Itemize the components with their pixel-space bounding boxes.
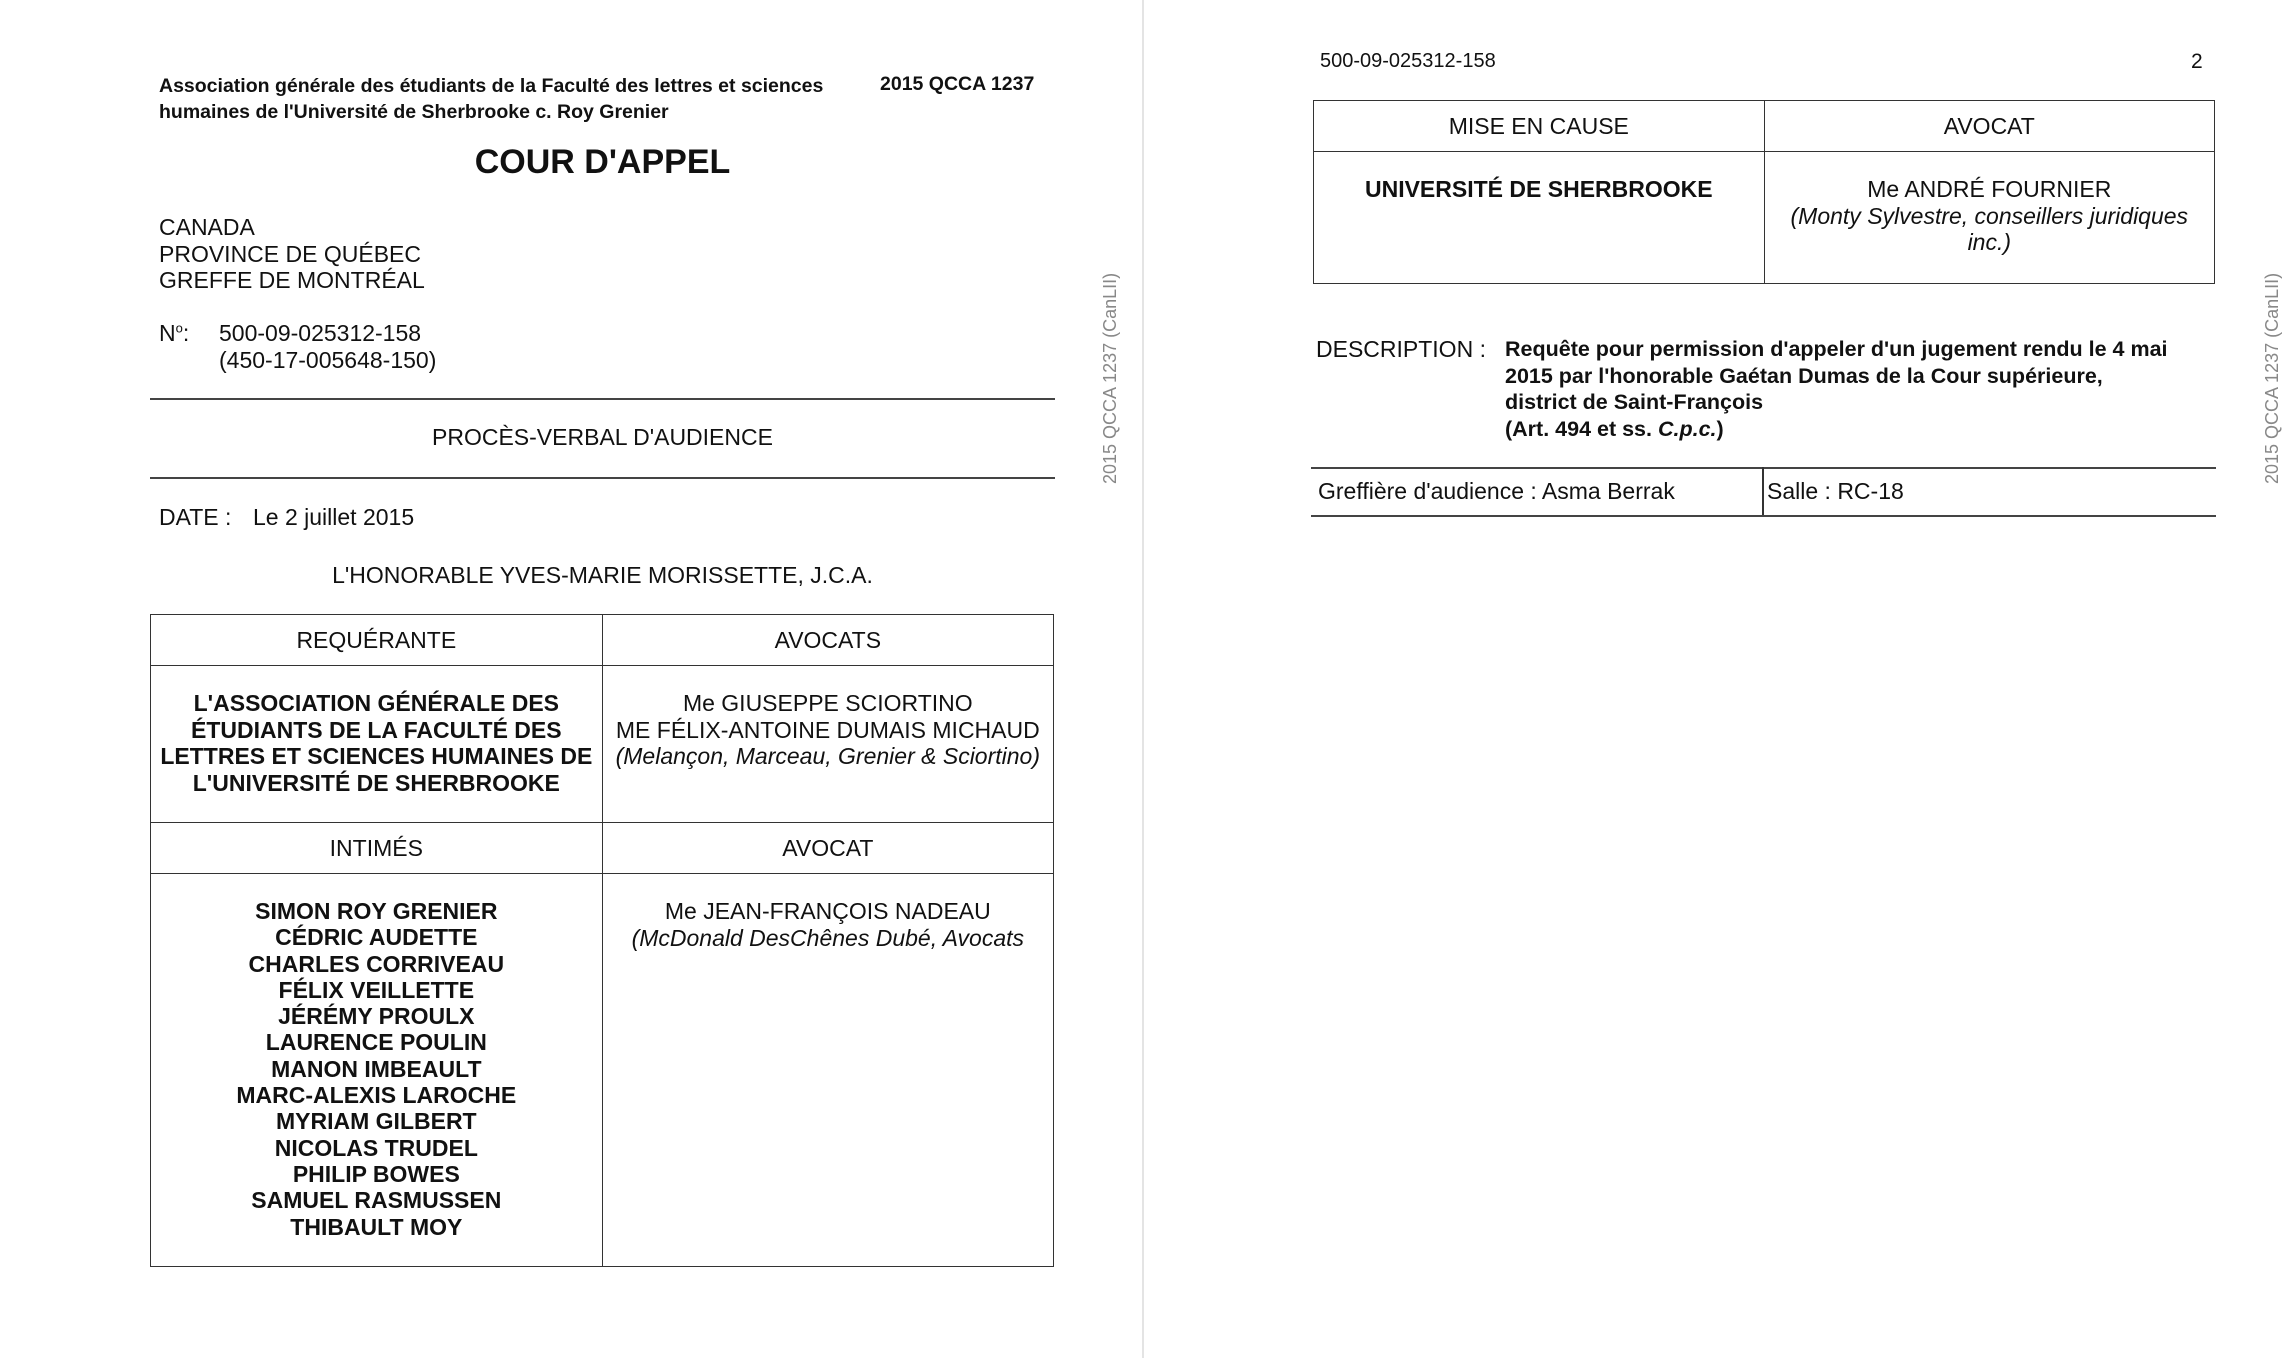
intervener-header: MISE EN CAUSE [1314,101,1765,152]
side-citation: 2015 QCCA 1237 (CanLII) [2262,272,2282,484]
jurisdiction-line: CANADA [159,214,255,240]
date-value: Le 2 juillet 2015 [253,504,415,530]
divider [150,398,1055,400]
file-numbers [219,320,436,373]
respondent-name: PHILIP BOWES [292,1160,460,1187]
respondent-name: SIMON ROY GRENIER [255,898,498,924]
description-line: 2015 par l'honorable Gaétan Dumas de la Cour supérieure, [1505,363,2103,388]
court-name: COUR D'APPEL [474,143,731,181]
lawyer-name: Me GIUSEPPE SCIORTINO [682,690,973,716]
description-text [1505,336,2217,442]
respondents-lawyer-header: AVOCAT [602,823,1053,874]
respondent-name: CÉDRIC AUDETTE [275,924,478,951]
case-title: Association générale des étudiants de la Faculté des lettres et sciences humaines de l'Université de Sherbrooke c. Roy Grenier [159,75,824,123]
respondent-name: NICOLAS TRUDEL [274,1134,478,1161]
intervener-lawyer-header: AVOCAT [1764,101,2214,152]
file-number: 500-09-025312-158 [1320,50,1496,72]
applicant-lawyers-header: AVOCATS [602,615,1053,666]
file-number: 500-09-025312-158 [219,320,422,346]
intervener-table [1313,100,2215,284]
side-citation: 2015 QCCA 1237 (CanLII) [1100,272,1120,484]
jurisdiction-line: PROVINCE DE QUÉBEC [159,240,421,267]
applicant-name-line: L'UNIVERSITÉ DE SHERBROOKE [192,769,560,796]
description-article: (Art. 494 et ss. C.p.c.) [1505,416,1724,441]
divider [1311,515,2216,517]
law-firm: (Monty Sylvestre, conseillers juridiques [1790,202,2189,229]
applicant-name-line: ÉTUDIANTS DE LA FACULTÉ DES [191,716,562,743]
intervener-lawyer-cell [1764,152,2214,284]
minutes-title: PROCÈS-VERBAL D'AUDIENCE [432,424,773,450]
respondent-name: MYRIAM GILBERT [276,1108,477,1135]
respondent-name: MARC-ALEXIS LAROCHE [236,1082,517,1109]
respondent-name: MANON IMBEAULT [271,1055,482,1082]
jurisdiction-block [159,214,425,294]
applicant-cell [151,666,603,823]
divider [150,477,1055,479]
page-number: 2 [2191,50,2203,73]
respondents-cell [151,874,603,1267]
respondent-name: CHARLES CORRIVEAU [248,950,505,977]
date-label: DATE : [159,504,232,530]
judge-name: L'HONORABLE YVES-MARIE MORISSETTE, J.C.A. [332,562,873,588]
applicant-header: REQUÉRANTE [151,615,603,666]
parties-table [150,614,1054,1267]
file-number-label: $N^o$: [159,320,190,346]
applicant-lawyers-cell [602,666,1053,823]
court-clerk: Greffière d'audience : Asma Berrak [1318,478,1675,504]
respondent-name: SAMUEL RASMUSSEN [251,1187,502,1214]
law-firm: (McDonald DesChênes Dubé, Avocats [631,924,1025,951]
law-firm: inc.) [1967,229,2012,255]
respondents-header: INTIMÉS [151,823,603,874]
description-line: Requête pour permission d'appeler d'un jugement rendu le 4 mai [1505,337,2168,361]
citation: 2015 QCCA 1237 [880,73,1035,95]
law-firm: (Melançon, Marceau, Grenier & Sciortino) [615,743,1040,769]
lower-court-file-number: (450-17-005648-150) [219,346,437,373]
lawyer-name: Me ANDRÉ FOURNIER [1867,176,2112,202]
divider [1762,467,1764,516]
divider [1311,467,2216,469]
respondent-name: LAURENCE POULIN [265,1029,487,1056]
courtroom: Salle : RC-18 [1767,478,1904,504]
applicant-name-line: L'ASSOCIATION GÉNÉRALE DES [193,690,560,716]
description-line: district de Saint-François [1505,390,1764,414]
applicant-name-line: LETTRES ET SCIENCES HUMAINES DE [160,743,593,769]
respondent-name: FÉLIX VEILLETTE [278,976,475,1003]
respondent-name: JÉRÉMY PROULX [278,1003,475,1030]
intervener-name: UNIVERSITÉ DE SHERBROOKE [1314,152,1765,284]
lawyer-name: Me JEAN-FRANÇOIS NADEAU [664,898,991,924]
page-divider [1142,0,1144,1358]
lawyer-name: ME FÉLIX-ANTOINE DUMAIS MICHAUD [615,716,1040,743]
respondents-lawyer-cell [602,874,1053,1267]
jurisdiction-line: GREFFE DE MONTRÉAL [159,267,425,293]
description-label: DESCRIPTION : [1316,336,1486,362]
respondent-name: THIBAULT MOY [290,1213,463,1240]
